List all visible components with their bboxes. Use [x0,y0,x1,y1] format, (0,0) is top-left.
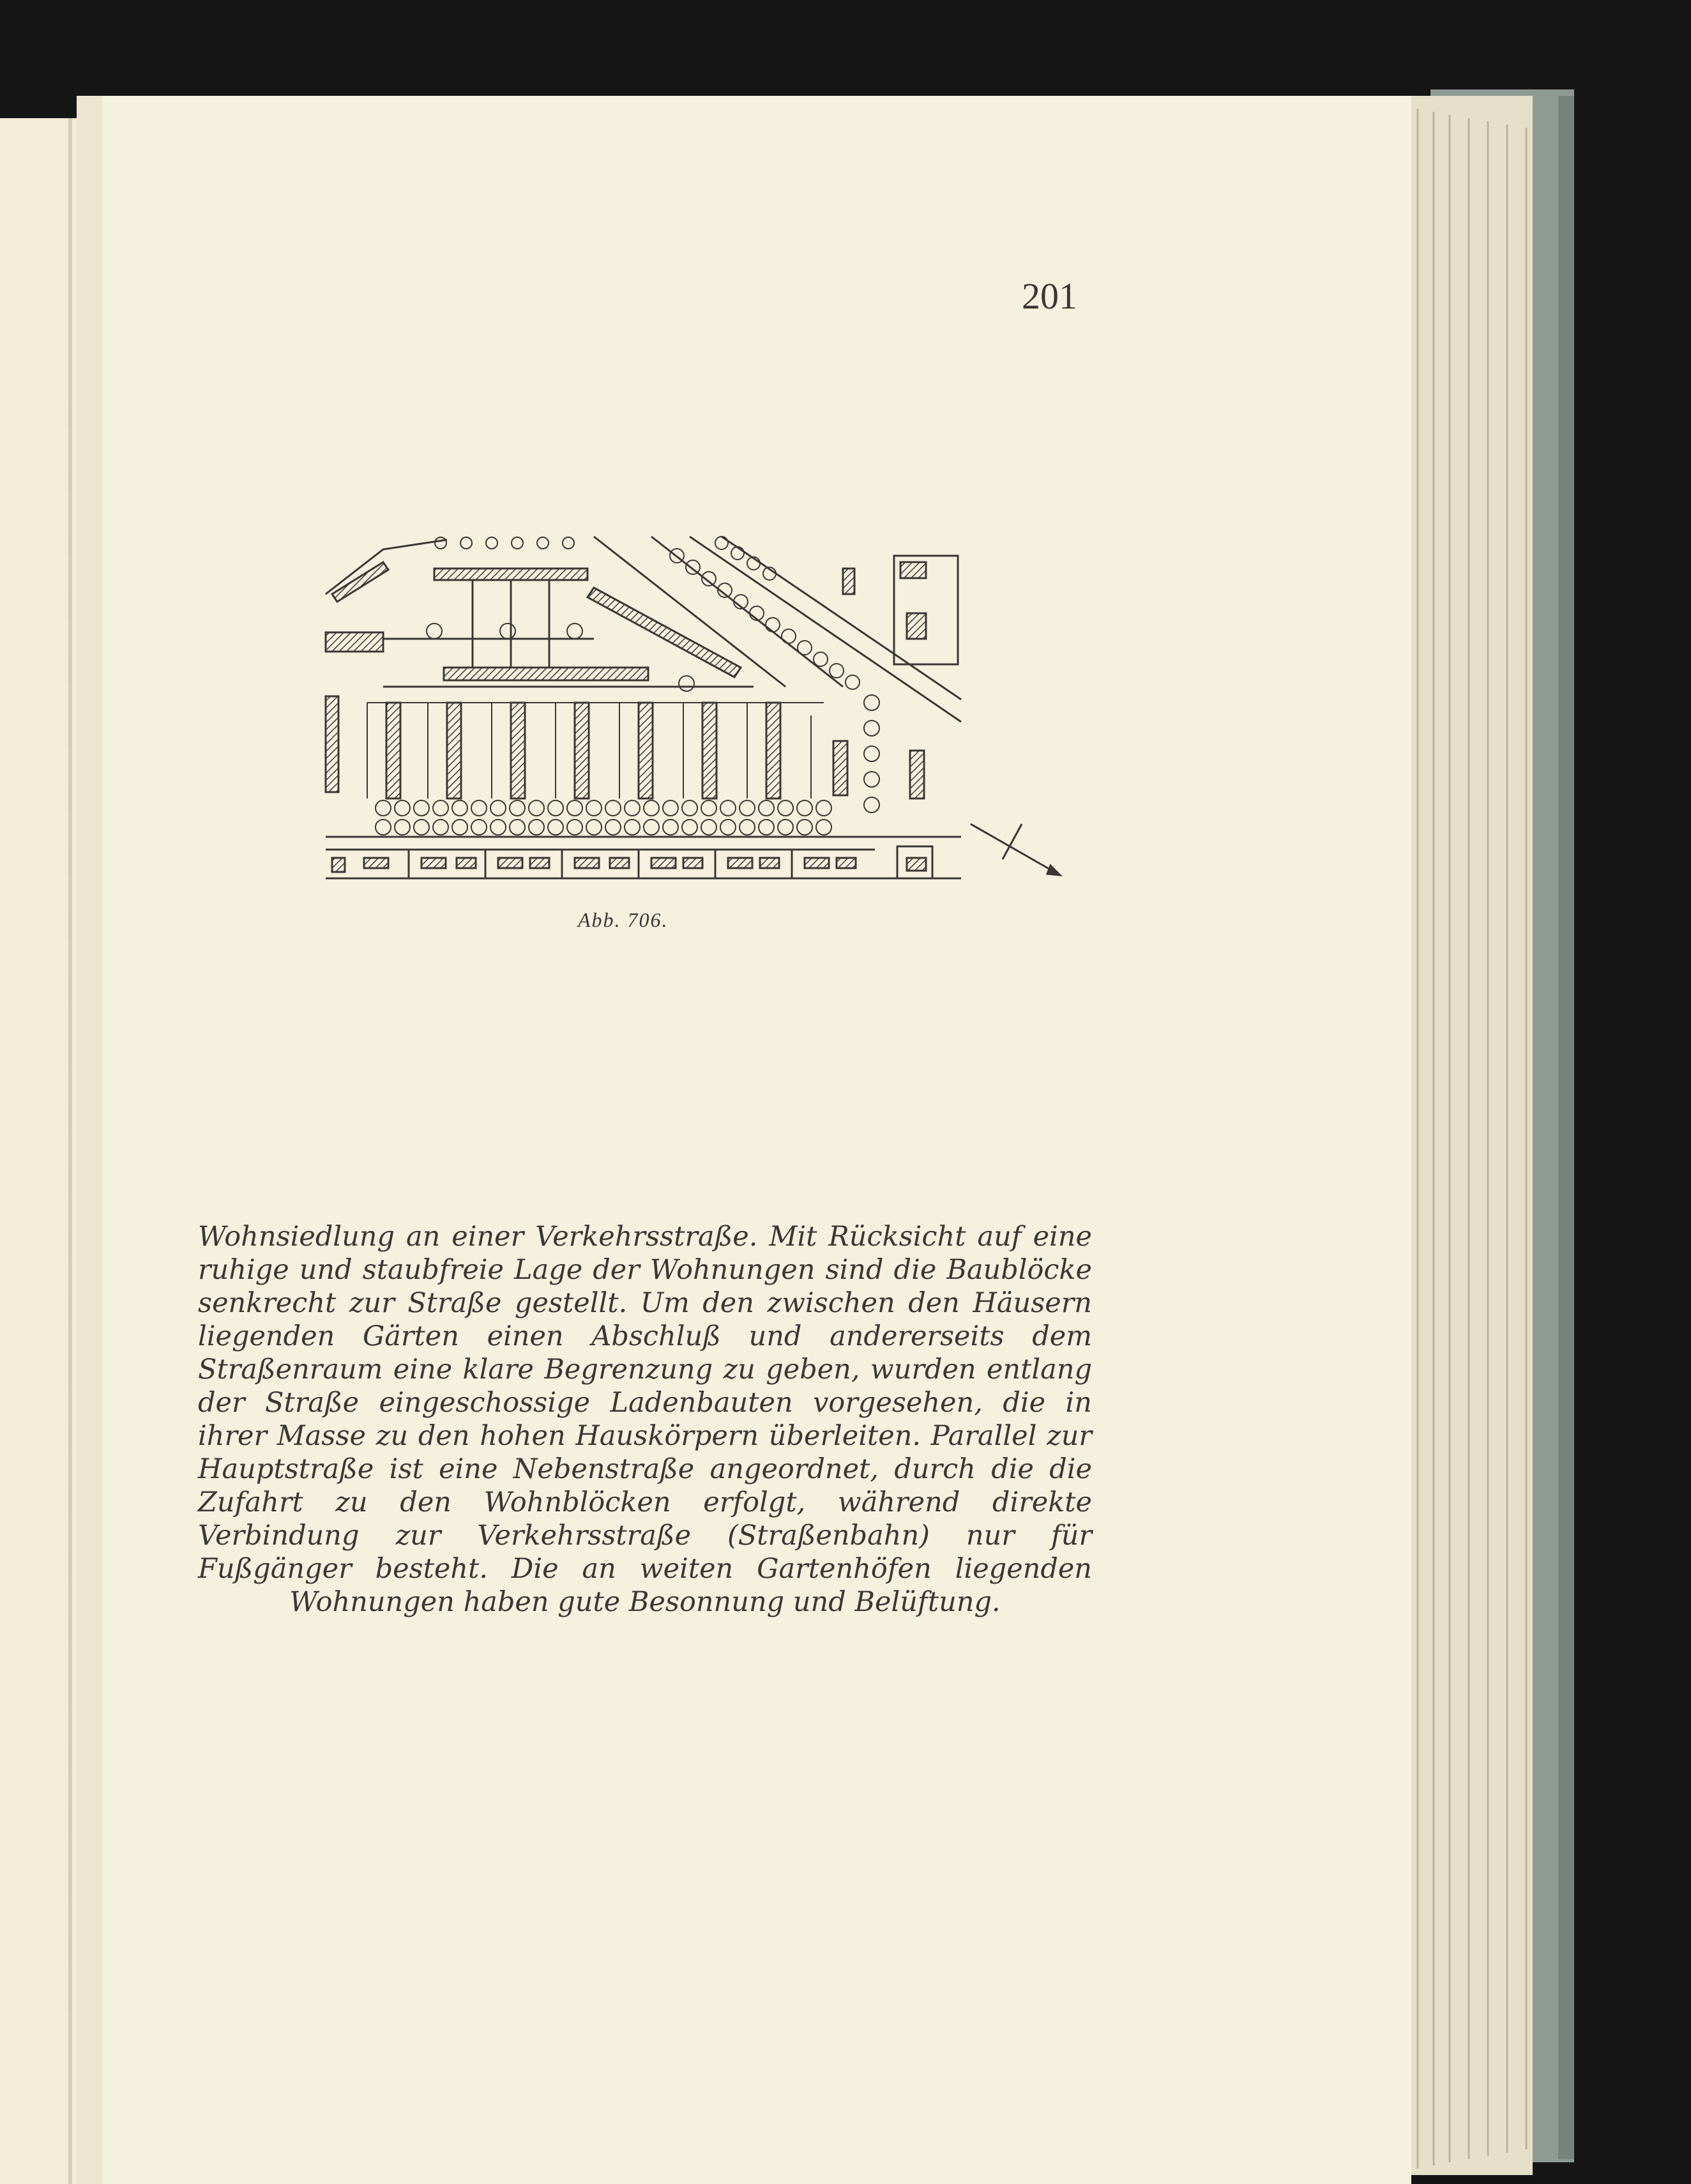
main-page [77,96,1411,2184]
body-paragraph: Wohnsiedlung an einer Verkehrsstraße. Mit Rücksicht auf eine ruhige und staubfreie Lage der Wohnungen sind die Baublöcke senkrecht zur Straße gestellt. Um den zwischen den Häusern liegenden Gärten einen Abschluß und andererseits dem Straßenraum eine klare Begrenzung zu geben, wurden entlang der Straße eingeschossige Ladenbauten vorgesehen, die in ihrer Masse zu den hohen Hauskörpern überleiten. Parallel zur Hauptstraße ist eine Nebenstraße angeordnet, durch die die Zufahrt zu den Wohnblöcken erfolgt, während direkte Verbindung zur Verkehrsstraße (Straßenbahn) nur für Fußgänger besteht. Die an weiten Gartenhöfen liegenden Wohnungen haben gute Besonnung und Belüftung. [198,1221,1092,1618]
page-edges [1392,96,1533,2175]
page-number: 201 [1022,275,1077,317]
figure-caption: Abb. 706. [578,908,669,931]
page-gutter-shadow [77,96,102,2184]
cover-edge [1558,96,1574,2159]
left-page [0,118,86,2184]
